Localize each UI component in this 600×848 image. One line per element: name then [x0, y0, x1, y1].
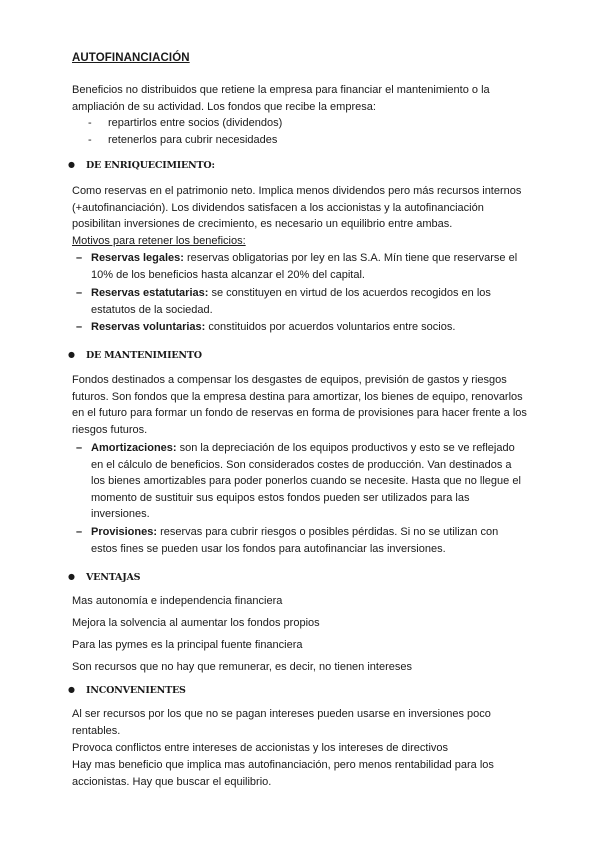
ventaja-line: Mejora la solvencia al aumentar los fondos propios — [72, 617, 320, 629]
inconveniente-line: Hay mas beneficio que implica mas autofinanciación, pero menos rentabilidad para los accionistas. Hay que buscar el equilibrio. — [72, 759, 494, 788]
intro-paragraph: Beneficios no distribuidos que retiene la empresa para financiar el mantenimiento o la ampliación de su actividad. Los fondos que recibe la empresa: — [72, 84, 490, 113]
section-heading-inconvenientes: ● INCONVENIENTES — [68, 684, 186, 696]
list-item: - repartirlos entre socios (dividendos) — [88, 117, 283, 129]
section-heading-enriquecimiento: ● DE ENRIQUECIMIENTO: — [68, 159, 215, 171]
list-item: - retenerlos para cubrir necesidades — [88, 134, 278, 146]
section-heading-mantenimiento: ● DE MANTENIMIENTO — [68, 349, 202, 361]
ventaja-line: Para las pymes es la principal fuente financiera — [72, 639, 303, 651]
inconveniente-line: Provoca conflictos entre intereses de accionistas y los intereses de directivos — [72, 742, 449, 754]
list-item: – Reservas estatutarias: se constituyen en virtud de los acuerdos recogidos en los estatutos de la sociedad. — [76, 287, 491, 316]
page-title: AUTOFINANCIACIÓN — [72, 52, 190, 64]
list-item: – Amortizaciones: son la depreciación de los equipos productivos y esto se ve reflejado en el cálculo de beneficios. Son considerados costes de producción. Van destinados a los bienes amortizables para poder ponerlos cuando se necesite. Hasta que no llegue el momento de sustituir sus equipos estos fondos pueden ser utilizados para las inversiones. — [76, 442, 521, 520]
section-heading-ventajas: ● VENTAJAS — [68, 571, 141, 583]
bullet-icon: ● — [68, 684, 75, 694]
ventaja-line: Son recursos que no hay que remunerar, es decir, no tienen intereses — [72, 661, 412, 673]
bullet-icon: ● — [68, 159, 75, 169]
motivos-label: Motivos para retener los beneficios: — [72, 235, 246, 247]
bullet-icon: ● — [68, 349, 75, 359]
bullet-icon: ● — [68, 571, 75, 581]
list-item: – Reservas legales: reservas obligatorias por ley en las S.A. Mín tiene que reservarse el 10% de los beneficios hasta alcanzar el 20% del capital. — [76, 252, 518, 281]
ventaja-line: Mas autonomía e independencia financiera — [72, 595, 283, 607]
enriquecimiento-paragraph: Como reservas en el patrimonio neto. Implica menos dividendos pero más recursos internos (+autofinanciación). Los dividendos satisfacen a los accionistas y la autofinanciación posibilitan inversiones de crecimiento, es necesario un equilibrio entre ambas. — [72, 185, 522, 230]
list-item: – Reservas voluntarias: constituidos por acuerdos voluntarios entre socios. — [76, 321, 456, 333]
mantenimiento-paragraph: Fondos destinados a compensar los desgastes de equipos, previsión de gastos y riesgos futuros. Son fondos que la empresa destina para amortizar, los bienes de equipo, renovarlos en el futuro para formar un fondo de reservas en forma de provisiones para hacer frente a los riesgos futuros. — [72, 374, 527, 436]
list-item: – Provisiones: reservas para cubrir riesgos o posibles pérdidas. Si no se utilizan con estos fines se pueden usar los fondos para autofinanciar las inversiones. — [76, 526, 499, 555]
inconveniente-line: Al ser recursos por los que no se pagan intereses pueden usarse en inversiones poco rentables. — [72, 708, 491, 737]
